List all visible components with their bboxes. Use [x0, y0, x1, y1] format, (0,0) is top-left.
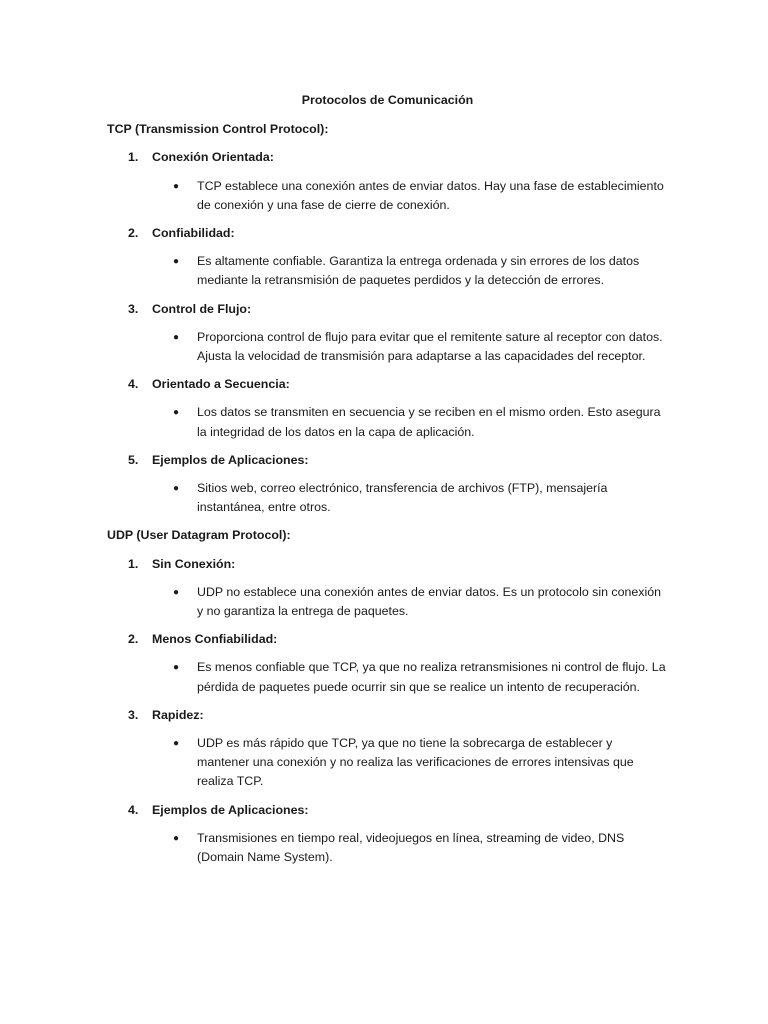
- list-item-title: Confiabilidad:: [152, 226, 235, 241]
- bullet-text: Proporciona control de flujo para evitar que el remitente sature al receptor con datos. Ajusta la velocidad de transmisión para adaptarse a las capacidades del receptor.: [197, 329, 663, 364]
- bullet-text: UDP es más rápido que TCP, ya que no tiene la sobrecarga de establecer y mantener una conexión y no realiza las verificaciones de errores intensivas que realiza TCP.: [197, 736, 634, 789]
- bullet-icon: ●: [173, 180, 180, 192]
- list-item-heading: [107, 555, 668, 574]
- bullet-icon: ●: [173, 483, 180, 495]
- list-item: [107, 451, 668, 518]
- bullet-text: Es altamente confiable. Garantiza la entrega ordenada y sin errores de los datos mediante la retransmisión de paquetes perdidos y la detección de errores.: [197, 254, 640, 288]
- list-item: [107, 630, 668, 697]
- numbered-list: [107, 148, 668, 517]
- list-item: [107, 555, 668, 622]
- list-item-heading: [107, 630, 668, 649]
- bullet-point: [173, 479, 668, 517]
- list-item-title: Menos Confiabilidad:: [152, 632, 278, 647]
- bullet-point: [173, 177, 668, 215]
- bullet-icon: ●: [173, 738, 180, 750]
- bullet-icon: ●: [173, 832, 180, 844]
- bullet-text: TCP establece una conexión antes de enviar datos. Hay una fase de establecimiento de conexión y una fase de cierre de conexión.: [197, 178, 664, 212]
- list-item: [107, 706, 668, 792]
- list-item: [107, 801, 668, 868]
- section-heading: UDP (User Datagram Protocol):: [107, 528, 291, 543]
- bullet-point: [173, 328, 668, 366]
- list-item-heading: [107, 224, 668, 243]
- list-item-title: Orientado a Secuencia:: [152, 377, 290, 392]
- bullet-text: Sitios web, correo electrónico, transferencia de archivos (FTP), mensajería instantánea, entre otros.: [197, 481, 608, 515]
- list-item-heading: [107, 801, 668, 820]
- numbered-list: [107, 555, 668, 868]
- list-item: [107, 300, 668, 367]
- bullet-point: [173, 252, 668, 290]
- list-item-heading: [107, 300, 668, 319]
- list-item-heading: [107, 706, 668, 725]
- bullet-icon: ●: [173, 662, 180, 674]
- bullet-point: [173, 583, 668, 621]
- list-item-title: Ejemplos de Aplicaciones:: [152, 802, 309, 817]
- list-item-number: 1.: [128, 150, 139, 165]
- bullet-icon: ●: [173, 407, 180, 419]
- bullet-text: Transmisiones en tiempo real, videojuegos en línea, streaming de video, DNS (Domain Name System).: [197, 830, 625, 865]
- list-item-title: Sin Conexión:: [152, 556, 236, 571]
- document-body: [107, 120, 668, 867]
- bullet-icon: ●: [173, 331, 180, 343]
- bullet-point: [173, 658, 668, 696]
- bullet-text: UDP no establece una conexión antes de enviar datos. Es un protocolo sin conexión y no garantiza la entrega de paquetes.: [197, 584, 662, 619]
- list-item-heading: [107, 451, 668, 470]
- list-item-title: Conexión Orientada:: [152, 150, 274, 165]
- list-item-heading: [107, 375, 668, 394]
- bullet-text: Es menos confiable que TCP, ya que no realiza retransmisiones ni control de flujo. La pérdida de paquetes puede ocurrir sin que se realice un intento de recuperación.: [197, 660, 666, 694]
- list-item: [107, 224, 668, 291]
- document-title: Protocolos de Comunicación: [301, 93, 474, 107]
- list-item-number: 1.: [128, 556, 139, 571]
- list-item-number: 4.: [128, 377, 139, 392]
- list-item-number: 3.: [128, 707, 139, 722]
- list-item-heading: [107, 148, 668, 167]
- list-item: [107, 148, 668, 215]
- list-item-number: 2.: [128, 226, 139, 241]
- section-heading: TCP (Transmission Control Protocol):: [107, 122, 329, 137]
- list-item-number: 4.: [128, 802, 139, 817]
- list-item-number: 5.: [128, 452, 139, 467]
- list-item-number: 3.: [128, 301, 139, 316]
- list-item: [107, 375, 668, 442]
- list-item-title: Ejemplos de Aplicaciones:: [152, 452, 309, 467]
- list-item-title: Rapidez:: [152, 707, 204, 722]
- list-item-title: Control de Flujo:: [152, 301, 252, 316]
- bullet-icon: ●: [173, 256, 180, 268]
- bullet-icon: ●: [173, 586, 180, 598]
- bullet-point: [173, 403, 668, 441]
- list-item-number: 2.: [128, 632, 139, 647]
- bullet-text: Los datos se transmiten en secuencia y se reciben en el mismo orden. Esto asegura la integridad de los datos en la capa de aplicación.: [197, 405, 661, 439]
- bullet-point: [173, 829, 668, 867]
- bullet-point: [173, 734, 668, 792]
